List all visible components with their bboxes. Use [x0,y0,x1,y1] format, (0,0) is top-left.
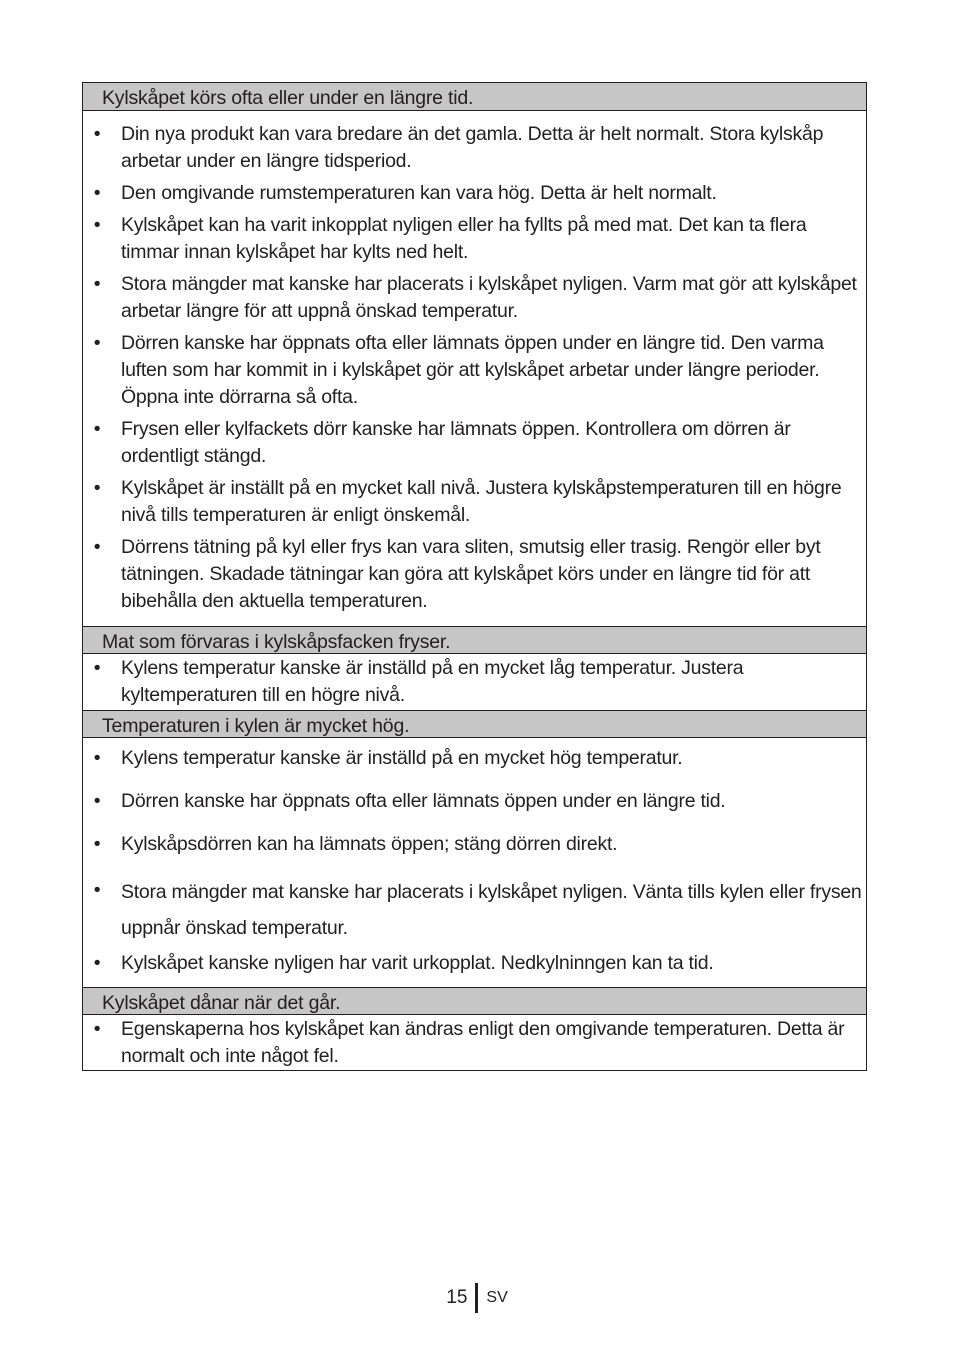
bullet-icon: • [93,1018,101,1040]
section-temperature-high [83,710,866,987]
section-header: Mat som förvaras i kylskåpsfacken fryser. [83,626,866,654]
bullet-icon: • [93,879,101,901]
bullet-icon: • [93,747,101,769]
troubleshooting-table [82,82,867,1071]
bullet-icon: • [93,182,101,204]
item-text: Din nya produkt kan vara bredare än det gamla. Detta är helt normalt. Stora kylskåp arbetar under en längre tidsperiod. [121,123,824,172]
bullet-icon: • [93,332,101,354]
section-header: Kylskåpet körs ofta eller under en längre tid. [83,83,866,111]
section-body [83,111,866,626]
list-item [83,475,866,529]
section-body [83,738,866,987]
section-header: Temperaturen i kylen är mycket hög. [83,710,866,738]
bullet-list [83,1016,866,1070]
list-item [83,416,866,470]
bullet-list [83,655,866,709]
item-text: Kylens temperatur kanske är inställd på en mycket hög temperatur. [121,747,683,769]
footer-divider [475,1283,478,1313]
list-item [83,831,866,858]
item-text: Kylskåpsdörren kan ha lämnats öppen; stäng dörren direkt. [121,833,618,855]
section-noise [83,987,866,1070]
list-item [83,950,866,977]
section-body [83,654,866,710]
item-text: Dörren kanske har öppnats ofta eller lämnats öppen under en längre tid. [121,790,726,812]
item-text: Dörrens tätning på kyl eller frys kan vara sliten, smutsig eller trasig. Rengör eller byt tätningen. Skadade tätningar kan göra att kylskåpet körs under en längre tid för att bibehålla den aktuella temperaturen. [121,536,821,612]
list-item [83,745,866,772]
list-item [83,212,866,266]
bullet-icon: • [93,790,101,812]
language-code: SV [486,1289,508,1306]
item-text: Stora mängder mat kanske har placerats i kylskåpet nyligen. Varm mat gör att kylskåpet arbetar längre för att uppnå önskad temperatur. [121,273,857,322]
item-text: Frysen eller kylfackets dörr kanske har lämnats öppen. Kontrollera om dörren är ordentligt stängd. [121,418,791,467]
bullet-icon: • [93,657,101,679]
item-text: Egenskaperna hos kylskåpet kan ändras enligt den omgivande temperaturen. Detta är normalt och inte något fel. [121,1018,845,1067]
list-item [83,1016,866,1070]
list-item [83,271,866,325]
section-runs-often [83,83,866,626]
bullet-icon: • [93,418,101,440]
section-body [83,1015,866,1070]
section-food-freezes [83,626,866,710]
item-text: Stora mängder mat kanske har placerats i kylskåpet nyligen. Vänta tills kylen eller frysen uppnår önskad temperatur. [121,881,862,939]
list-item [83,121,866,175]
item-text: Den omgivande rumstemperaturen kan vara hög. Detta är helt normalt. [121,182,717,204]
list-item [83,788,866,815]
bullet-list [83,745,866,977]
item-text: Kylskåpet kanske nyligen har varit urkopplat. Nedkylninngen kan ta tid. [121,952,714,974]
list-item [83,534,866,615]
item-text: Kylskåpet är inställt på en mycket kall nivå. Justera kylskåpstemperaturen till en högre nivå tills temperaturen är enligt önskemål. [121,477,842,526]
list-item [83,655,866,709]
item-text: Kylens temperatur kanske är inställd på en mycket låg temperatur. Justera kyltemperaturen till en högre nivå. [121,657,744,706]
page-number: 15 [446,1287,468,1308]
page-footer [0,1283,954,1313]
item-text: Kylskåpet kan ha varit inkopplat nyligen eller ha fyllts på med mat. Det kan ta flera timmar innan kylskåpet har kylts ned helt. [121,214,807,263]
list-item [83,180,866,207]
bullet-icon: • [93,477,101,499]
bullet-icon: • [93,273,101,295]
bullet-icon: • [93,123,101,145]
bullet-icon: • [93,952,101,974]
item-text: Dörren kanske har öppnats ofta eller lämnats öppen under en längre tid. Den varma luften som har kommit in i kylskåpet gör att kylskåpet arbetar under längre perioder. Öppna inte dörrarna så ofta. [121,332,824,408]
section-header: Kylskåpet dånar när det går. [83,987,866,1015]
bullet-list [83,121,866,615]
bullet-icon: • [93,214,101,236]
list-item [83,874,866,946]
bullet-icon: • [93,833,101,855]
list-item [83,330,866,411]
bullet-icon: • [93,536,101,558]
